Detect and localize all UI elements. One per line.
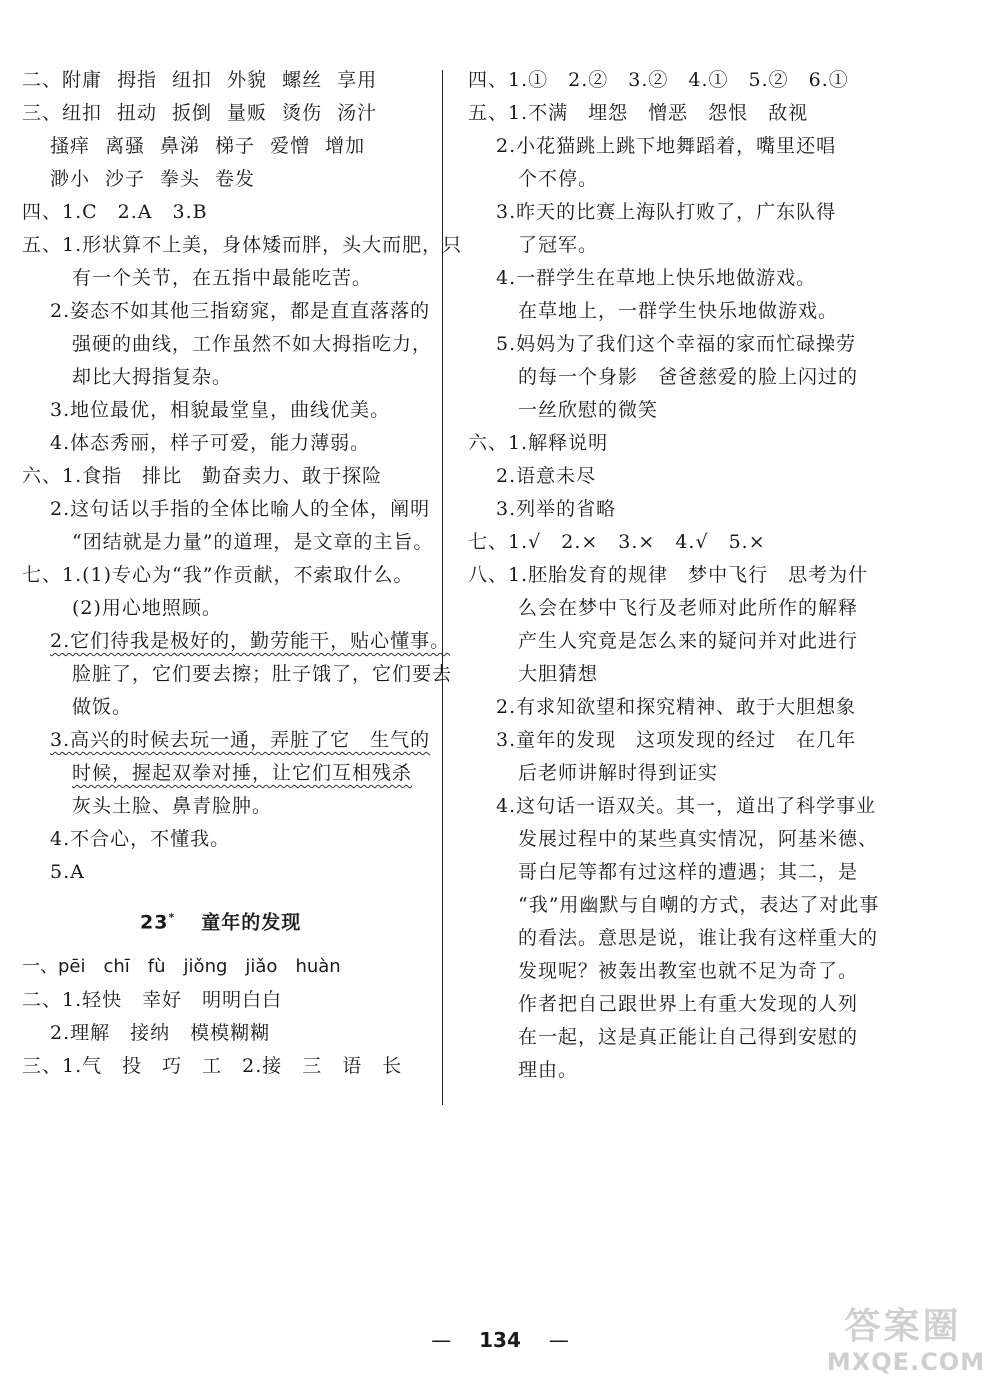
answer-line: 四、1.C 2.A 3.B: [22, 201, 208, 223]
answer-line: 一丝欣慰的微笑: [518, 399, 659, 421]
answer-line: 四、1.① 2.② 3.② 4.① 5.② 6.①: [468, 69, 849, 91]
answer-line: 3.高兴的时候去玩一通，弄脏了它 生气的: [50, 729, 431, 751]
answer-line: 3.童年的发现 这项发现的经过 在几年: [496, 729, 857, 751]
page-number: — 134 —: [431, 1328, 569, 1352]
answer-line: 4.不合心，不懂我。: [50, 828, 231, 850]
watermark-logo: [818, 1298, 994, 1384]
answer-line: 哥白尼等都有过这样的遭遇；其二，是: [518, 861, 859, 883]
answer-line: 产生人究竟是怎么来的疑问并对此进行: [518, 630, 859, 652]
watermark-text: 答案圈: [844, 1306, 962, 1347]
answer-line: 六、1.食指 排比 勤奋卖力、敢于探险: [22, 465, 383, 487]
answer-line: 4.这句话一语双关。其一，道出了科学事业: [496, 795, 877, 817]
answer-line: (2)用心地照顾。: [72, 597, 222, 619]
answer-line: 作者把自己跟世界上有重大发现的人列: [518, 993, 859, 1015]
answer-line: 么会在梦中飞行及老师对此所作的解释: [518, 597, 859, 619]
answer-line: 时候，握起双拳对捶，让它们互相残杀: [72, 762, 413, 784]
answer-line: 发现呢？被轰出教室也就不足为奇了。: [518, 960, 859, 982]
answer-line: 3.列举的省略: [496, 498, 617, 520]
answer-line: 三、1.气 投 巧 工 2.接 三 语 长: [22, 1055, 403, 1077]
answer-line: 灰头土脸、鼻青脸肿。: [72, 795, 273, 817]
page-number-value: 134: [479, 1328, 521, 1352]
answer-line: 六、1.解释说明: [468, 432, 609, 454]
answer-line: 三、纽扣 扭动 扳倒 量贩 烫伤 汤汁: [22, 102, 378, 124]
answer-line: 3.昨天的比赛上海队打败了，广东队得: [496, 201, 837, 223]
answer-line: 七、1.(1)专心为“我”作贡献，不索取什么。: [22, 564, 414, 586]
answer-line: 二、附庸 拇指 纽扣 外貌 螺丝 享用: [22, 69, 378, 91]
answer-line: 2.有求知欲望和探究精神、敢于大胆想象: [496, 696, 857, 718]
answer-line: 的每一个身影 爸爸慈爱的脸上闪过的: [518, 366, 859, 388]
answer-line: 4.体态秀丽，样子可爱，能力薄弱。: [50, 432, 371, 454]
answer-line: 2.理解 接纳 模模糊糊: [50, 1022, 271, 1044]
answer-line: 却比大拇指复杂。: [72, 366, 233, 388]
answer-line: 发展过程中的某些真实情况，阿基米德、: [518, 828, 879, 850]
answer-line: 做饭。: [72, 696, 133, 718]
answer-line: 2.姿态不如其他三指窈窕，都是直直落落的: [50, 300, 431, 322]
answer-line: 八、1.胚胎发育的规律 梦中飞行 思考为什: [468, 564, 869, 586]
column-divider: [442, 70, 443, 1105]
lesson-mark: *: [168, 911, 176, 924]
answer-line: 3.地位最优，相貌最堂皇，曲线优美。: [50, 399, 391, 421]
answer-line: 5.妈妈为了我们这个幸福的家而忙碌操劳: [496, 333, 857, 355]
answer-line: 后老师讲解时得到证实: [518, 762, 719, 784]
answer-line: 5.A: [50, 861, 85, 883]
answer-line: 2.小花猫跳上跳下地舞蹈着，嘴里还唱: [496, 135, 837, 157]
answer-line: 个不停。: [518, 168, 599, 190]
answer-line: 七、1.√ 2.× 3.× 4.√ 5.×: [468, 531, 766, 553]
answer-line: “团结就是力量”的道理，是文章的主旨。: [72, 531, 434, 553]
answer-line: 2.语意未尽: [496, 465, 597, 487]
answer-line: 搔痒 离骚 鼻涕 梯子 爱憎 增加: [50, 135, 366, 157]
answer-line: 在草地上，一群学生快乐地做游戏。: [518, 300, 839, 322]
answer-line: 五、1.形状算不上美，身体矮而胖，头大而肥，只: [22, 234, 463, 256]
answer-line: 渺小 沙子 拳头 卷发: [50, 168, 256, 190]
answer-line: 二、1.轻快 幸好 明明白白: [22, 989, 283, 1011]
answer-line: 2.这句话以手指的全体比喻人的全体，阐明: [50, 498, 431, 520]
answer-line: 理由。: [518, 1059, 579, 1081]
answer-line: 脸脏了，它们要去擦；肚子饿了，它们要去: [72, 663, 453, 685]
answer-line: “我”用幽默与自嘲的方式，表达了对此事: [518, 894, 880, 916]
answer-line: 的看法。意思是说，谁让我有这样重大的: [518, 927, 879, 949]
watermark-domain: MXQE.COM: [826, 1348, 986, 1376]
answer-line: 了冠军。: [518, 234, 599, 256]
lesson-number: 23: [140, 911, 169, 934]
lesson-heading: [140, 904, 340, 936]
answer-line: 4.一群学生在草地上快乐地做游戏。: [496, 267, 817, 289]
pinyin-line: 一、pēi chī fù jiǒng jiǎo huàn: [22, 956, 341, 977]
answer-line: 大胆猜想: [518, 663, 599, 685]
answer-line: 强硬的曲线，工作虽然不如大拇指吃力，: [72, 333, 433, 355]
answer-line: 五、1.不满 埋怨 憎恶 怨恨 敌视: [468, 102, 809, 124]
answer-line: 2.它们待我是极好的，勤劳能干，贴心懂事。: [50, 630, 451, 652]
answer-line: 有一个关节，在五指中最能吃苦。: [72, 267, 373, 289]
lesson-title: 童年的发现: [201, 911, 302, 934]
answer-line: 在一起，这是真正能让自己得到安慰的: [518, 1026, 859, 1048]
